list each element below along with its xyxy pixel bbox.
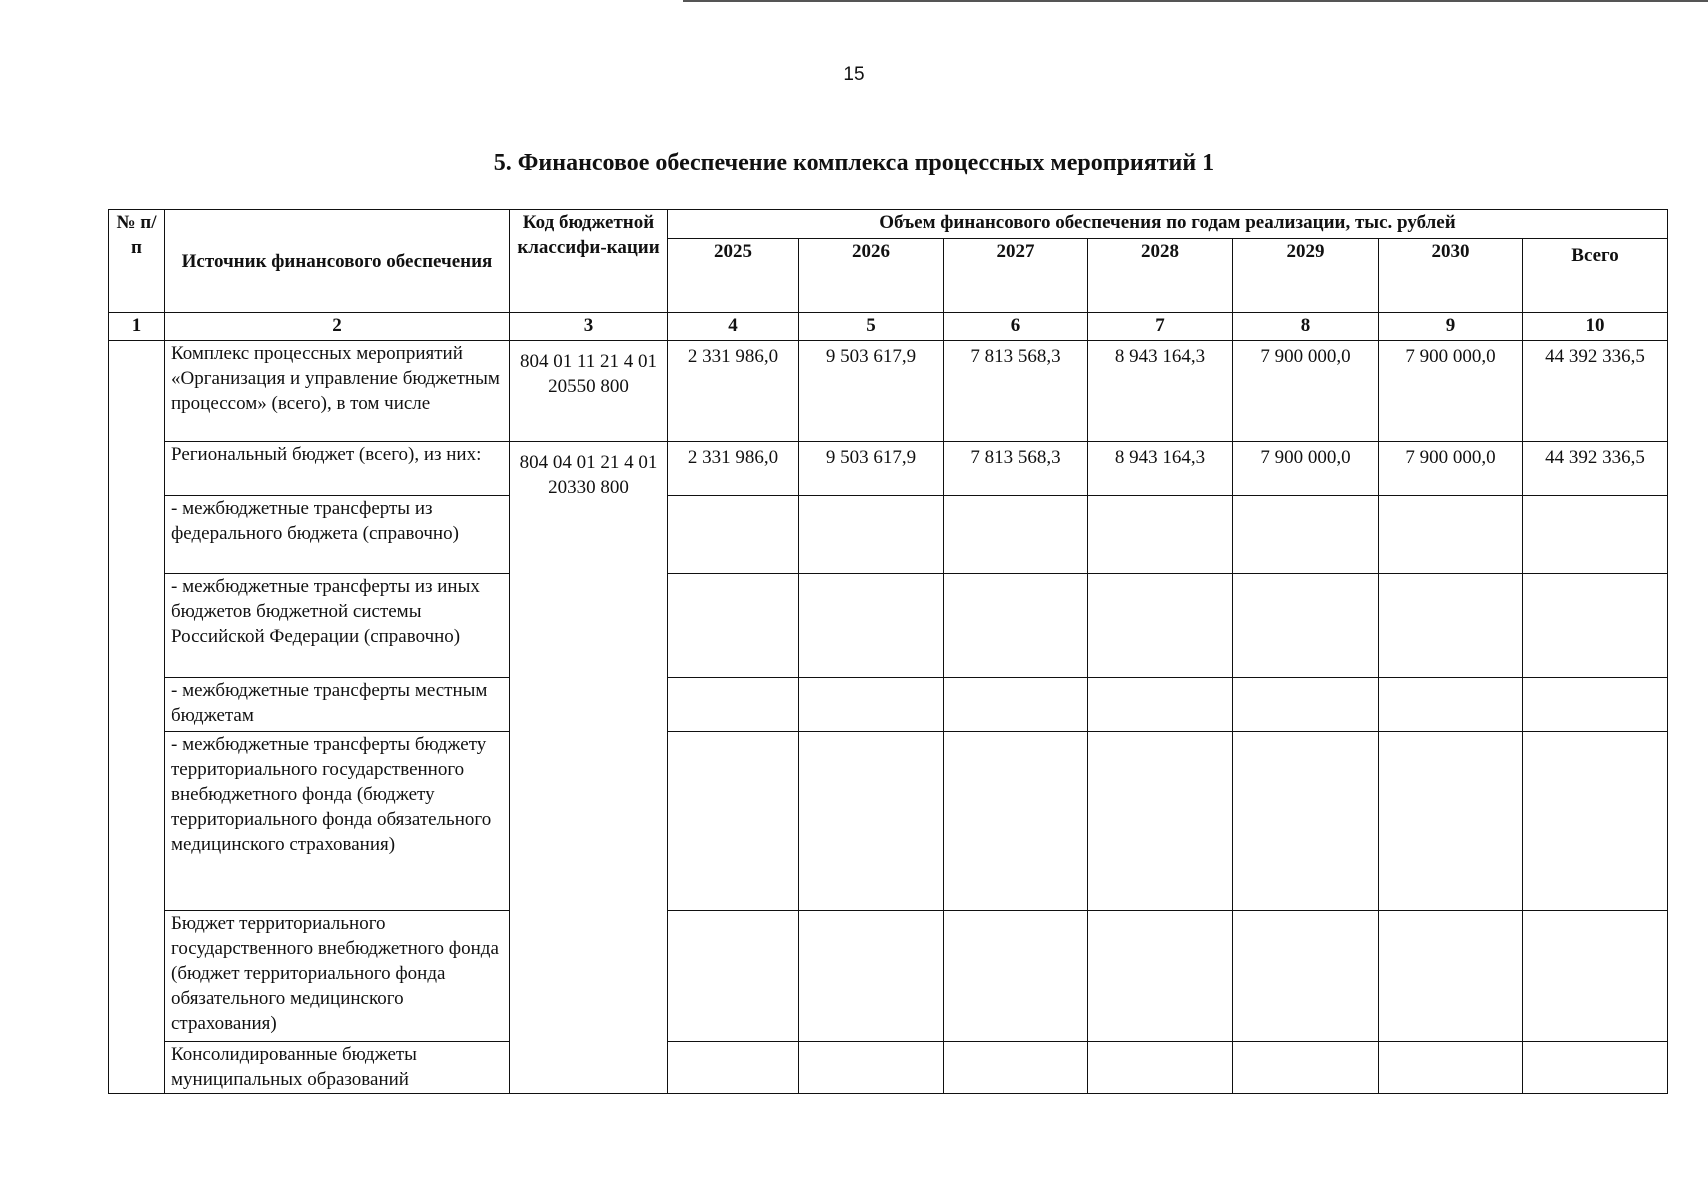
value-cell: 44 392 336,5 [1523,442,1668,496]
table-row [109,732,1668,911]
source-cell: - межбюджетные трансферты бюджету территориального государственного внебюджетного фонда (бюджету территориального фонда обязательного медицинского страхования) [165,732,510,911]
value-cell: 7 813 568,3 [944,341,1088,442]
value-cell [1523,678,1668,732]
value-cell [1088,732,1233,911]
value-cell [799,1042,944,1094]
value-cell [944,496,1088,574]
value-cell [1379,496,1523,574]
value-cell [799,574,944,678]
header-num: № п/п [109,210,165,313]
value-cell [1379,678,1523,732]
table-body [109,210,1668,1094]
value-cell [668,496,799,574]
value-cell [1379,732,1523,911]
source-cell: Бюджет территориального государственного внебюджетного фонда (бюджет территориального фонда обязательного медицинского страхования) [165,911,510,1042]
header-total: Всего [1523,239,1668,313]
value-cell [1523,1042,1668,1094]
source-cell: - межбюджетные трансферты из иных бюджетов бюджетной системы Российской Федерации (справочно) [165,574,510,678]
value-cell [1233,1042,1379,1094]
value-cell [1233,732,1379,911]
value-cell: 8 943 164,3 [1088,341,1233,442]
value-cell [1523,911,1668,1042]
value-cell: 7 900 000,0 [1233,341,1379,442]
column-number: 3 [510,313,668,341]
value-cell [668,911,799,1042]
top-rule [683,0,1708,2]
budget-code-cell: 804 01 11 21 4 01 20550 800 [510,341,668,442]
header-row-1 [109,210,1668,239]
value-cell [1523,496,1668,574]
value-cell: 9 503 617,9 [799,341,944,442]
value-cell [944,732,1088,911]
column-number: 6 [944,313,1088,341]
column-number: 7 [1088,313,1233,341]
value-cell [799,911,944,1042]
value-cell [799,732,944,911]
value-cell [1088,496,1233,574]
page-number: 15 [843,64,865,85]
header-year: 2028 [1088,239,1233,313]
value-cell [1088,1042,1233,1094]
column-number: 8 [1233,313,1379,341]
row-number [109,341,165,1094]
header-year: 2027 [944,239,1088,313]
value-cell [1523,732,1668,911]
value-cell [1088,574,1233,678]
value-cell: 7 900 000,0 [1233,442,1379,496]
value-cell: 7 900 000,0 [1379,341,1523,442]
value-cell [668,1042,799,1094]
header-volume: Объем финансового обеспечения по годам реализации, тыс. рублей [668,210,1668,239]
column-number: 10 [1523,313,1668,341]
header-year: 2029 [1233,239,1379,313]
value-cell [1379,911,1523,1042]
table-row [109,574,1668,678]
header-code: Код бюджетной классифи-кации [510,210,668,313]
value-cell [1233,574,1379,678]
financing-table [108,209,1668,1094]
table-row [109,678,1668,732]
header-year: 2030 [1379,239,1523,313]
value-cell [944,678,1088,732]
value-cell [1523,574,1668,678]
value-cell [1233,911,1379,1042]
value-cell [1088,678,1233,732]
source-cell: Региональный бюджет (всего), из них: [165,442,510,496]
source-cell: Консолидированные бюджеты муниципальных образований [165,1042,510,1094]
table-row [109,496,1668,574]
value-cell [1233,496,1379,574]
table-row [109,341,1668,442]
value-cell [944,574,1088,678]
value-cell [1088,911,1233,1042]
value-cell [1379,574,1523,678]
value-cell [668,678,799,732]
value-cell [668,574,799,678]
source-cell: - межбюджетные трансферты из федерального бюджета (справочно) [165,496,510,574]
column-number-row [109,313,1668,341]
value-cell: 9 503 617,9 [799,442,944,496]
column-number: 4 [668,313,799,341]
column-number: 1 [109,313,165,341]
value-cell: 7 900 000,0 [1379,442,1523,496]
header-year: 2026 [799,239,944,313]
value-cell [799,496,944,574]
column-number: 2 [165,313,510,341]
table-row [109,911,1668,1042]
header-source: Источник финансового обеспечения [165,210,510,313]
column-number: 5 [799,313,944,341]
value-cell [944,1042,1088,1094]
table-row [109,1042,1668,1094]
header-year: 2025 [668,239,799,313]
value-cell: 7 813 568,3 [944,442,1088,496]
column-number: 9 [1379,313,1523,341]
value-cell [944,911,1088,1042]
value-cell [799,678,944,732]
table-row [109,442,1668,496]
source-cell: - межбюджетные трансферты местным бюджетам [165,678,510,732]
value-cell: 44 392 336,5 [1523,341,1668,442]
value-cell [1379,1042,1523,1094]
source-cell: Комплекс процессных мероприятий «Организация и управление бюджетным процессом» (всего), в том числе [165,341,510,442]
value-cell: 8 943 164,3 [1088,442,1233,496]
section-heading: 5. Финансовое обеспечение комплекса процессных мероприятий 1 [493,150,1215,176]
value-cell [1233,678,1379,732]
value-cell [668,732,799,911]
value-cell: 2 331 986,0 [668,442,799,496]
budget-code-cell: 804 04 01 21 4 01 20330 800 [510,442,668,1094]
value-cell: 2 331 986,0 [668,341,799,442]
